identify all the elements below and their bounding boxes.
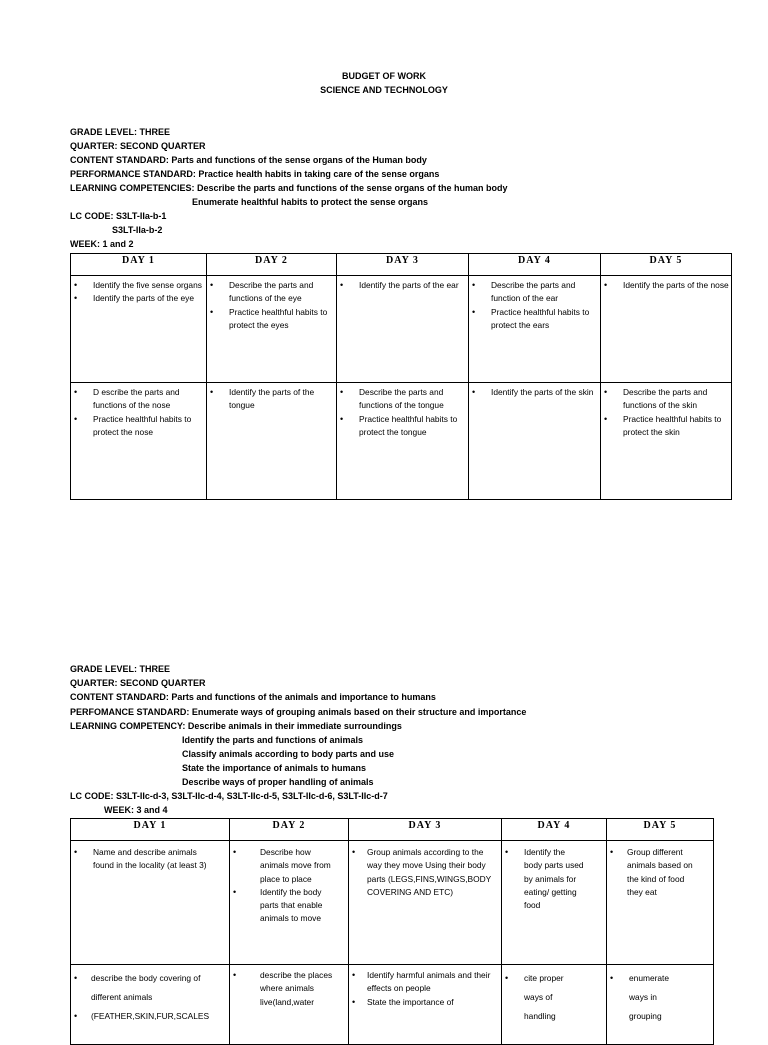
list-item: • Identify the parts of the ear xyxy=(337,279,468,292)
list-item: • enumerate ways in grouping xyxy=(607,969,713,1026)
list-item: • D escribe the parts and functions of the nose xyxy=(71,386,206,413)
s1-r1-day-4-cell xyxy=(469,276,601,383)
list-item: • Describe the parts and functions of the skin xyxy=(601,386,731,413)
s1-r2-day-5-cell xyxy=(601,383,732,500)
list-item: • (FEATHER,SKIN,FUR,SCALES xyxy=(71,1007,229,1026)
list-item: • Identify the five sense organs xyxy=(71,279,206,292)
s2-day-5-header: DAY 5 xyxy=(607,819,714,841)
list-item: • Identify the body parts used by animals for eating/ getting food xyxy=(502,846,606,912)
list-item: • cite proper ways of handling xyxy=(502,969,606,1026)
s2-r2-day-2-cell xyxy=(230,965,349,1045)
list-item: • Group different animals based on the kind of food they eat xyxy=(607,846,713,899)
list-item: • describe the places where animals live(land,water xyxy=(230,969,348,1009)
s2-lc-code: LC CODE: S3LT-IIc-d-3, S3LT-IIc-d-4, S3LT-IIc-d-5, S3LT-IIc-d-6, S3LT-IIc-d-7 xyxy=(70,791,388,801)
s2-learning-competency-3: Classify animals according to body parts and use xyxy=(182,749,395,759)
s1-day-4-header: DAY 4 xyxy=(469,254,601,276)
list-item: • Identify the parts of the skin xyxy=(469,386,600,399)
s2-day-4-header: DAY 4 xyxy=(502,819,607,841)
s2-learning-competency-2: Identify the parts and functions of animals xyxy=(182,735,364,745)
list-item: • Identify the body parts that enable animals to move xyxy=(230,886,348,926)
s1-r1-day-1-cell xyxy=(71,276,207,383)
s2-day-table xyxy=(70,818,714,1045)
table-row xyxy=(71,841,714,965)
list-item: • Describe the parts and functions of the eye xyxy=(207,279,336,306)
s1-quarter: QUARTER: SECOND QUARTER xyxy=(70,141,206,151)
s2-performance-standard: PERFOMANCE STANDARD: Enumerate ways of grouping animals based on their structure and importance xyxy=(70,707,527,717)
s1-day-5-header: DAY 5 xyxy=(601,254,732,276)
list-item: • Practice healthful habits to protect the nose xyxy=(71,413,206,440)
list-item: • Practice healthful habits to protect the tongue xyxy=(337,413,468,440)
s1-day-3-header: DAY 3 xyxy=(337,254,469,276)
s1-r2-day-3-cell xyxy=(337,383,469,500)
list-item: • describe the body covering of different animals xyxy=(71,969,229,1007)
s2-r1-day-5-cell xyxy=(607,841,714,965)
s2-day-2-header: DAY 2 xyxy=(230,819,349,841)
s2-r1-day-1-cell xyxy=(71,841,230,965)
s2-day-1-header: DAY 1 xyxy=(71,819,230,841)
list-item: • Describe the parts and function of the ear xyxy=(469,279,600,306)
s1-r2-day-2-cell xyxy=(207,383,337,500)
s2-r1-day-3-cell xyxy=(349,841,502,965)
list-item: • Identify the parts of the tongue xyxy=(207,386,336,413)
s1-content-standard: CONTENT STANDARD: Parts and functions of the sense organs of the Human body xyxy=(70,155,427,165)
s1-lc-code-2: S3LT-IIa-b-2 xyxy=(112,225,163,235)
s2-day-3-header: DAY 3 xyxy=(349,819,502,841)
s1-performance-standard: PERFORMANCE STANDARD: Practice health habits in taking care of the sense organs xyxy=(70,169,440,179)
list-item: • State the importance of xyxy=(349,996,501,1009)
s1-learning-competencies-2: Enumerate healthful habits to protect the sense organs xyxy=(192,197,429,207)
list-item: • Identify harmful animals and their effects on people xyxy=(349,969,501,996)
s2-r2-day-3-cell xyxy=(349,965,502,1045)
s2-r1-day-4-cell xyxy=(502,841,607,965)
list-item: • Describe how animals move from place to place xyxy=(230,846,348,886)
s2-r2-day-4-cell xyxy=(502,965,607,1045)
list-item: • Identify the parts of the nose xyxy=(601,279,731,292)
s1-day-table xyxy=(70,253,732,500)
s1-r1-day-2-cell xyxy=(207,276,337,383)
s2-grade-level: GRADE LEVEL: THREE xyxy=(70,664,171,674)
s1-day-1-header: DAY 1 xyxy=(71,254,207,276)
s1-header-row xyxy=(71,254,732,276)
s1-day-2-header: DAY 2 xyxy=(207,254,337,276)
table-row xyxy=(71,383,732,500)
table-row xyxy=(71,965,714,1045)
list-item: • Group animals according to the way they move Using their body parts (LEGS,FINS,WINGS,BODY COVERING AND ETC) xyxy=(349,846,501,899)
list-item: • Name and describe animals found in the locality (at least 3) xyxy=(71,846,229,873)
s2-header-row xyxy=(71,819,714,841)
s1-learning-competencies: LEARNING COMPETENCIES: Describe the parts and functions of the sense organs of the human body xyxy=(70,183,508,193)
s1-r2-day-4-cell xyxy=(469,383,601,500)
s1-r2-day-1-cell xyxy=(71,383,207,500)
s2-learning-competency-4: State the importance of animals to humans xyxy=(182,763,367,773)
list-item: • Practice healthful habits to protect the eyes xyxy=(207,306,336,333)
list-item: • Practice healthful habits to protect the skin xyxy=(601,413,731,440)
document-subtitle: SCIENCE AND TECHNOLOGY xyxy=(320,85,448,95)
s2-r2-day-5-cell xyxy=(607,965,714,1045)
s2-content-standard: CONTENT STANDARD: Parts and functions of the animals and importance to humans xyxy=(70,692,436,702)
list-item: • Practice healthful habits to protect the ears xyxy=(469,306,600,333)
s2-week: WEEK: 3 and 4 xyxy=(104,805,168,815)
s2-quarter: QUARTER: SECOND QUARTER xyxy=(70,678,206,688)
s2-r2-day-1-cell xyxy=(71,965,230,1045)
list-item: • Identify the parts of the eye xyxy=(71,292,206,305)
s2-r1-day-2-cell xyxy=(230,841,349,965)
table-row xyxy=(71,276,732,383)
s2-learning-competency-5: Describe ways of proper handling of animals xyxy=(182,777,374,787)
s2-learning-competency: LEARNING COMPETENCY: Describe animals in their immediate surroundings xyxy=(70,721,402,731)
s1-lc-code: LC CODE: S3LT-IIa-b-1 xyxy=(70,211,167,221)
s1-week: WEEK: 1 and 2 xyxy=(70,239,134,249)
list-item: • Describe the parts and functions of the tongue xyxy=(337,386,468,413)
s1-grade-level: GRADE LEVEL: THREE xyxy=(70,127,171,137)
s1-r1-day-3-cell xyxy=(337,276,469,383)
s1-r1-day-5-cell xyxy=(601,276,732,383)
document-title: BUDGET OF WORK xyxy=(342,71,426,81)
